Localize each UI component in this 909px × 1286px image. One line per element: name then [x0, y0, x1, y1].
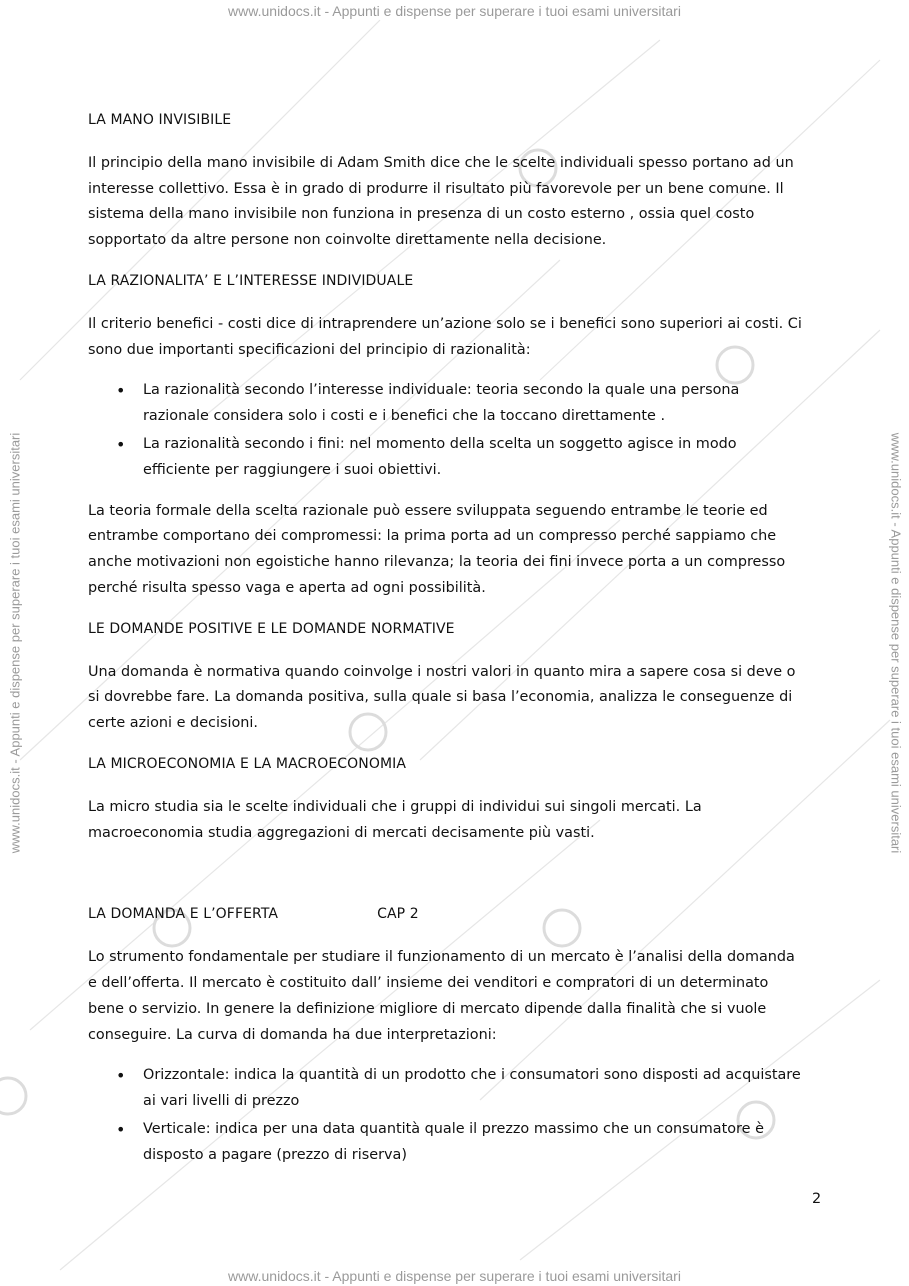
text-line: Lo strumento fondamentale per studiare il funzionamento di un mercato è l’analisi della domanda: [88, 949, 795, 966]
bullet-list-razionalita: [88, 378, 823, 483]
text-line: • La razionalità secondo i fini: nel momento della scelta un soggetto agisce in modo: [143, 435, 737, 452]
text-line: Una domanda è normativa quando coinvolge i nostri valori in quanto mira a sapere cosa si deve o: [88, 663, 796, 680]
heading-domanda-offerta: [88, 902, 823, 928]
text-line: Il principio della mano invisibile di Adam Smith dice che le scelte individuali spesso portano ad un: [88, 154, 794, 171]
text-line: efficiente per raggiungere i suoi obiettivi.: [143, 461, 442, 478]
heading-domande: LE DOMANDE POSITIVE E LE DOMANDE NORMATIVE: [88, 620, 455, 637]
text-line: disposto a pagare (prezzo di riserva): [143, 1146, 407, 1163]
text-line: perché risulta spesso vaga e aperta ad ogni possibilità.: [88, 579, 486, 596]
text-line: anche motivazioni non egoistiche hanno rilevanza; la teoria dei fini invece porta a un compresso: [88, 554, 786, 571]
text-line: conseguire. La curva di domanda ha due interpretazioni:: [88, 1026, 497, 1043]
heading-mano-invisibile: LA MANO INVISIBILE: [88, 112, 232, 128]
text-line: sistema della mano invisibile non funziona in presenza di un costo esterno , ossia quel costo: [88, 206, 755, 223]
paragraph-mano-invisibile: [88, 151, 823, 254]
text-line: sopportato da altre persone non coinvolte direttamente nella decisione.: [88, 232, 607, 249]
text-line: La teoria formale della scelta razionale può essere sviluppata seguendo entrambe le teorie ed: [88, 502, 768, 519]
paragraph-razionalita-closing: [88, 499, 823, 602]
watermark-top: www.unidocs.it - Appunti e dispense per superare i tuoi esami universitari: [228, 3, 681, 19]
text-line: sono due importanti specificazioni del principio di razionalità:: [88, 341, 531, 358]
text-line: ai vari livelli di prezzo: [143, 1093, 300, 1110]
paragraph-micro-macro: [88, 795, 823, 847]
text-line: bene o servizio. In genere la definizione migliore di mercato dipende dalla finalità che si vuole: [88, 1000, 767, 1017]
text-line: La micro studia sia le scelte individuali che i gruppi di individui sui singoli mercati. La: [88, 798, 702, 815]
document-body: [88, 108, 823, 1184]
text-line: certe azioni e decisioni.: [88, 715, 258, 732]
list-item: [143, 378, 823, 430]
paragraph-domande: [88, 660, 823, 737]
paragraph-razionalita-intro: [88, 312, 823, 364]
text-line: entrambe comportano dei compromessi: la prima porta ad un compresso perché sappiamo che: [88, 528, 777, 545]
page-number: 2: [812, 1191, 822, 1207]
list-item: [143, 1117, 823, 1169]
heading-micro-macro: LA MICROECONOMIA E LA MACROECONOMIA: [88, 755, 407, 772]
text-line: razionale considera solo i costi e i benefici che la toccano direttamente .: [143, 408, 666, 425]
text-line: • La razionalità secondo l’interesse individuale: teoria secondo la quale una persona: [143, 382, 740, 399]
bullet-list-domanda-offerta: [88, 1063, 823, 1168]
text-line: macroeconomia studia aggregazioni di mercati decisamente più vasti.: [88, 824, 595, 841]
heading-domanda-offerta-title: LA DOMANDA E L’OFFERTA: [88, 906, 279, 923]
list-item: [143, 432, 823, 484]
text-line: e dell’offerta. Il mercato è costituito dall’ insieme dei venditori e compratori di un determinato: [88, 974, 769, 991]
list-item: [143, 1063, 823, 1115]
paragraph-domanda-offerta: [88, 945, 823, 1048]
text-line: • Verticale: indica per una data quantità quale il prezzo massimo che un consumatore è: [143, 1120, 764, 1137]
watermark-right: www.unidocs.it - Appunti e dispense per superare i tuoi esami universitari: [888, 432, 904, 854]
text-line: interesse collettivo. Essa è in grado di produrre il risultato più favorevole per un bene comune. Il: [88, 180, 784, 197]
watermark-left: www.unidocs.it - Appunti e dispense per superare i tuoi esami universitari: [7, 432, 23, 854]
watermark-bottom: www.unidocs.it - Appunti e dispense per superare i tuoi esami universitari: [228, 1268, 681, 1284]
chapter-label: CAP 2: [377, 906, 419, 923]
text-line: si dovrebbe fare. La domanda positiva, sulla quale si basa l’economia, analizza le conseguenze di: [88, 689, 793, 706]
heading-razionalita: LA RAZIONALITA’ E L’INTERESSE INDIVIDUALE: [88, 272, 414, 289]
text-line: Il criterio benefici - costi dice di intraprendere un’azione solo se i benefici sono superiori ai costi. Ci: [88, 315, 802, 332]
text-line: • Orizzontale: indica la quantità di un prodotto che i consumatori sono disposti ad acquistare: [143, 1067, 801, 1084]
